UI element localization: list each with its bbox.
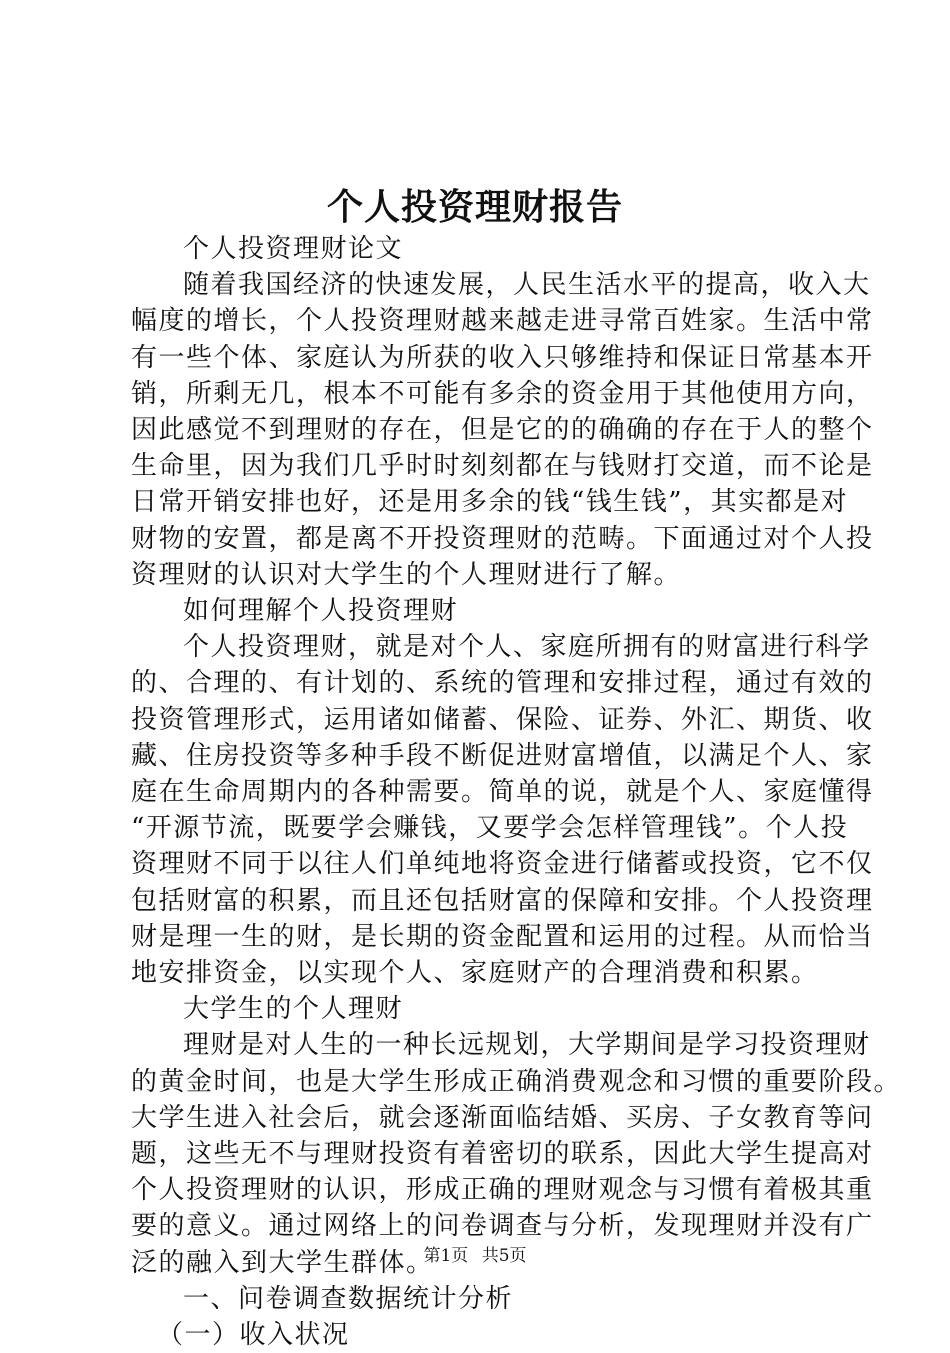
text-line: 随着我国经济的快速发展，人民生活水平的提高，收入大 — [183, 270, 871, 301]
text-line: 藏、住房投资等多种手段不断促进财富增值，以满足个人、家 — [131, 740, 874, 771]
text-line: 财是理一生的财，是长期的资金配置和运用的过程。从而恰当 — [131, 921, 874, 952]
subsection-heading: （一）收入状况 — [157, 1320, 350, 1351]
text-line: 包括财富的积累，而且还包括财富的保障和安排。个人投资理 — [131, 885, 874, 916]
text-line: 大学生进入社会后，就会逐渐面临结婚、买房、子女教育等问 — [131, 1102, 874, 1133]
text-line: 泛的融入到大学生群体。 — [131, 1247, 434, 1278]
text-line: 资理财不同于以往人们单纯地将资金进行储蓄或投资，它不仅 — [131, 849, 874, 880]
section-heading: 大学生的个人理财 — [183, 994, 404, 1025]
document-body — [131, 231, 902, 1353]
text-line: “开源节流，既要学会赚钱，又要学会怎样管理钱”。个人投 — [131, 813, 849, 844]
section-heading: 如何理解个人投资理财 — [183, 596, 459, 627]
text-line: 地安排资金，以实现个人、家庭财产的合理消费和积累。 — [131, 958, 819, 989]
page-number: 第1页 — [423, 1246, 469, 1266]
text-line: 庭在生命周期内的各种需要。简单的说，就是个人、家庭懂得 — [131, 777, 874, 808]
text-line: 理财是对人生的一种长远规划，大学期间是学习投资理财 — [183, 1030, 871, 1061]
text-line: 生命里，因为我们几乎时时刻刻都在与钱财打交道，而不论是 — [131, 451, 874, 482]
text-line: 日常开销安排也好，还是用多余的钱“钱生钱”，其实都是对 — [131, 487, 849, 518]
text-line: 的、合理的、有计划的、系统的管理和安排过程，通过有效的 — [131, 668, 874, 699]
text-line: 个人投资理财的认识，形成正确的理财观念与习惯有着极其重 — [131, 1175, 874, 1206]
text-line: 幅度的增长，个人投资理财越来越走进寻常百姓家。生活中常 — [131, 306, 874, 337]
text-line: 资理财的认识对大学生的个人理财进行了解。 — [131, 559, 682, 590]
text-line: 因此感觉不到理财的存在，但是它的的确确的存在于人的整个 — [131, 415, 874, 446]
text-line: 销，所剩无几，根本不可能有多余的资金用于其他使用方向， — [131, 378, 874, 409]
page-footer — [0, 1244, 950, 1268]
section-heading: 一、问卷调查数据统计分析 — [183, 1283, 514, 1314]
text-line: 要的意义。通过网络上的问卷调查与分析，发现理财并没有广 — [131, 1211, 874, 1242]
text-line: 的黄金时间，也是大学生形成正确消费观念和习惯的重要阶段。 — [131, 1066, 902, 1097]
text-line: 题，这些无不与理财投资有着密切的联系，因此大学生提高对 — [131, 1139, 874, 1170]
text-line: 投资管理形式，运用诸如储蓄、保险、证券、外汇、期货、收 — [131, 704, 874, 735]
paragraph-heading: 个人投资理财论文 — [183, 234, 404, 264]
text-line: 财物的安置，都是离不开投资理财的范畴。下面通过对个人投 — [131, 523, 874, 554]
text-line: 个人投资理财，就是对个人、家庭所拥有的财富进行科学 — [183, 632, 871, 663]
text-line: 有一些个体、家庭认为所获的收入只够维持和保证日常基本开 — [131, 342, 874, 373]
page-total: 共5页 — [481, 1246, 527, 1266]
document-title: 个人投资理财报告 — [326, 186, 623, 228]
